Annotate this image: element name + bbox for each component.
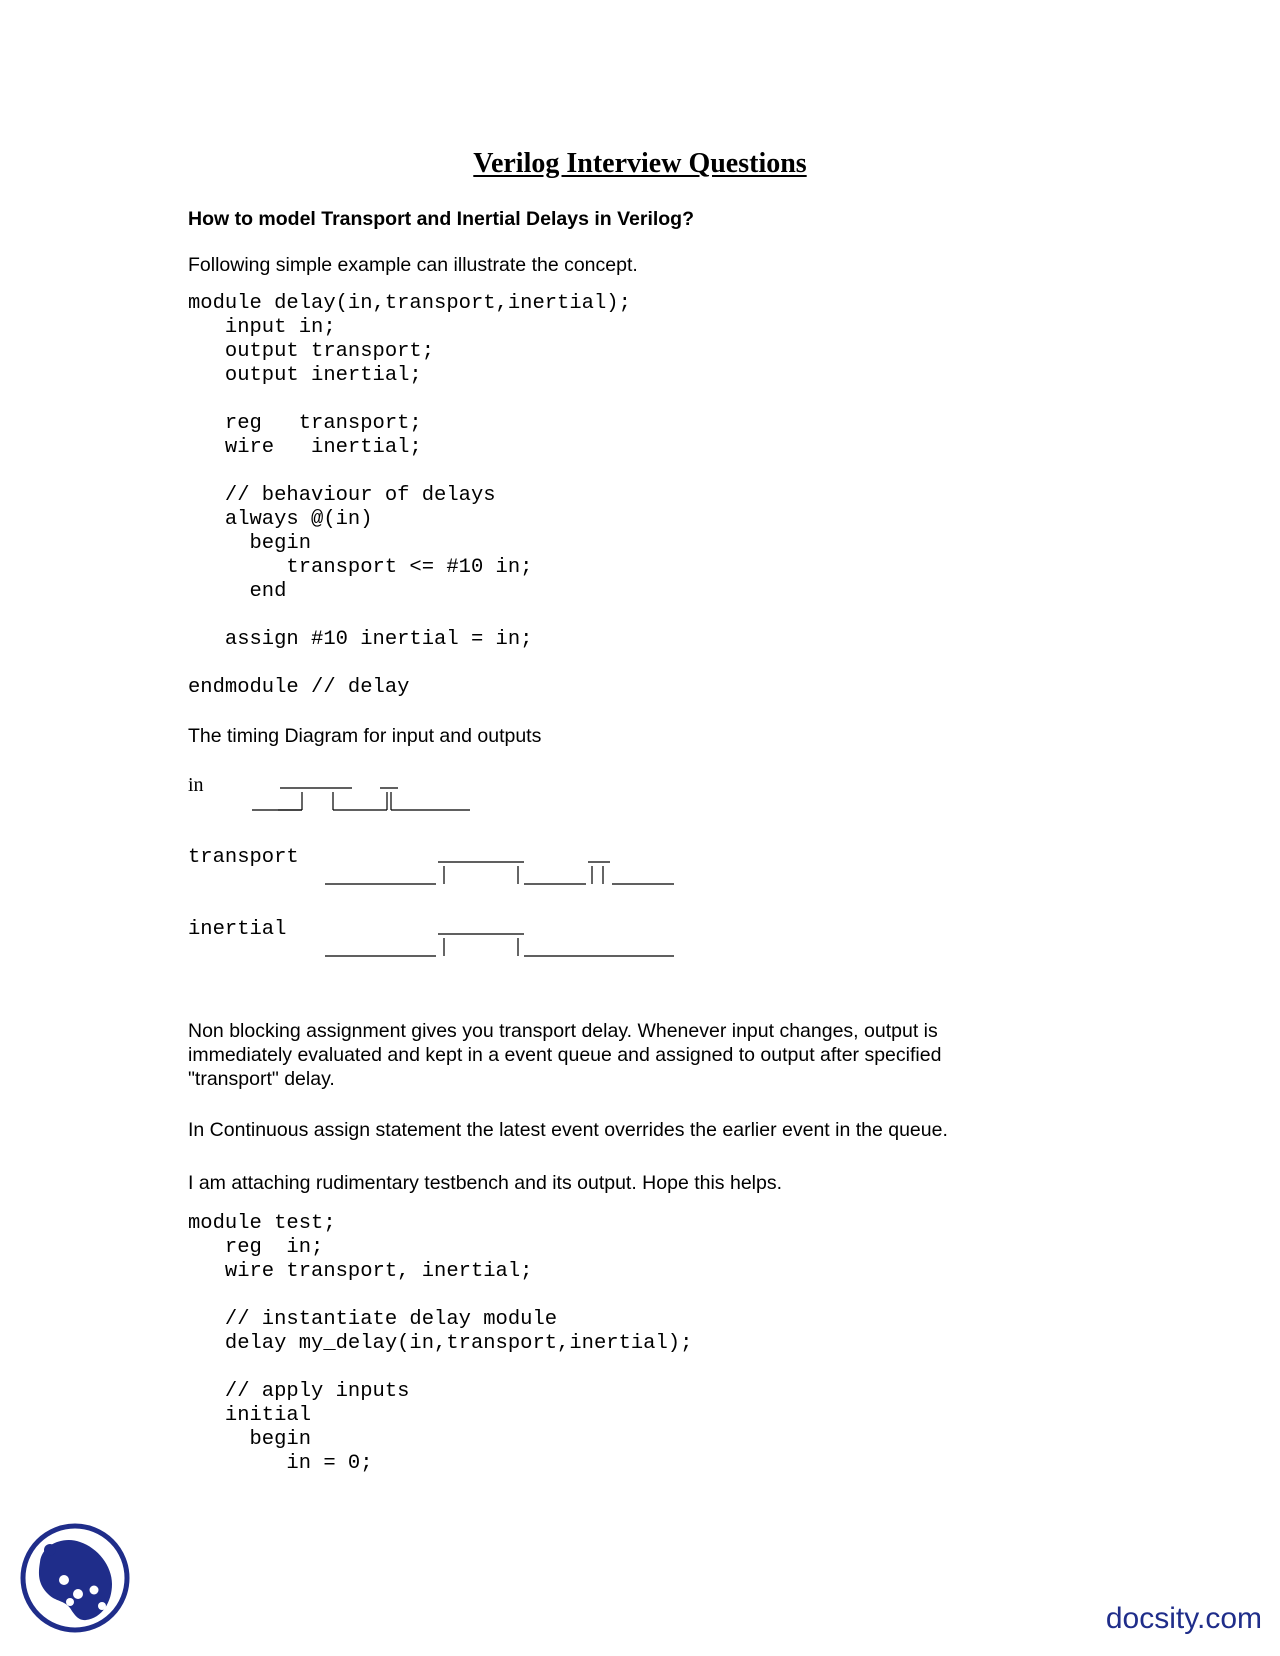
code-line xyxy=(188,388,631,412)
code-line: // instantiate delay module xyxy=(188,1308,558,1331)
code-line xyxy=(188,604,631,628)
code-line: always @(in) xyxy=(188,508,373,531)
code-line: assign #10 inertial = in; xyxy=(188,628,533,651)
code-line xyxy=(188,652,631,676)
code-line: begin xyxy=(188,1428,312,1451)
code-line: // apply inputs xyxy=(188,1380,410,1403)
intro-paragraph: Following simple example can illustrate the concept. xyxy=(188,254,638,276)
paragraph-line: immediately evaluated and kept in a event queue and assigned to output after specified xyxy=(188,1044,942,1066)
code-line: input in; xyxy=(188,316,336,339)
paragraph-nonblocking xyxy=(188,1019,941,1091)
code-block-delay-module xyxy=(188,292,631,700)
code-line: end xyxy=(188,580,287,603)
timing-label-transport: transport xyxy=(188,846,299,869)
timing-caption: The timing Diagram for input and outputs xyxy=(188,725,542,747)
code-block-testbench xyxy=(188,1212,692,1476)
paragraph-line: Non blocking assignment gives you transport delay. Whenever input changes, output is xyxy=(188,1020,938,1042)
waveform-in xyxy=(252,788,470,812)
waveform-inertial xyxy=(325,934,674,956)
code-line: // behaviour of delays xyxy=(188,484,496,507)
paragraph-testbench: I am attaching rudimentary testbench and its output. Hope this helps. xyxy=(188,1172,783,1194)
timing-label-inertial: inertial xyxy=(188,918,287,941)
code-line: wire transport, inertial; xyxy=(188,1260,533,1283)
waveform-transport xyxy=(325,862,674,884)
paragraph-continuous-assign: In Continuous assign statement the latest event overrides the earlier event in the queue. xyxy=(188,1119,948,1141)
code-line: module test; xyxy=(188,1212,336,1235)
timing-label-in: in xyxy=(188,774,204,796)
code-line: endmodule // delay xyxy=(188,676,410,699)
code-line xyxy=(188,1356,692,1380)
code-line: initial xyxy=(188,1404,312,1427)
code-line: output transport; xyxy=(188,340,435,363)
code-line: begin xyxy=(188,532,312,555)
code-line xyxy=(188,460,631,484)
docsity-logo-icon xyxy=(20,1522,130,1634)
code-line: delay my_delay(in,transport,inertial); xyxy=(188,1332,693,1355)
code-line: transport <= #10 in; xyxy=(188,556,533,579)
code-line: wire inertial; xyxy=(188,436,422,459)
code-line: output inertial; xyxy=(188,364,422,387)
docsity-brand-text[interactable]: docsity.com xyxy=(1105,1602,1262,1635)
code-line: reg in; xyxy=(188,1236,324,1259)
code-line: module delay(in,transport,inertial); xyxy=(188,292,631,315)
paragraph-line: "transport" delay. xyxy=(188,1068,335,1090)
document-title: Verilog Interview Questions xyxy=(473,148,807,179)
code-line: in = 0; xyxy=(188,1452,373,1475)
code-line xyxy=(188,1284,692,1308)
question-heading: How to model Transport and Inertial Delays in Verilog? xyxy=(188,208,695,230)
code-line: reg transport; xyxy=(188,412,422,435)
